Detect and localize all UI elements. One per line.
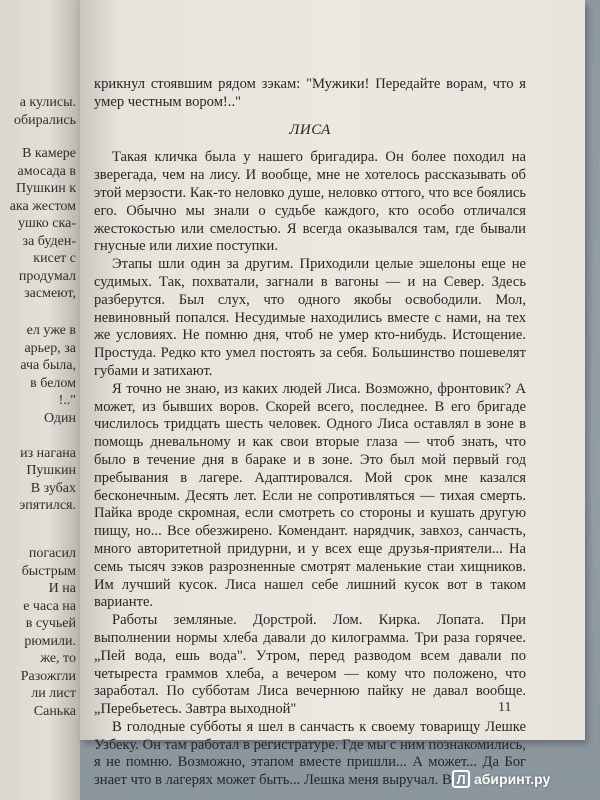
left-page-line: амосада в	[17, 164, 76, 179]
labirint-logo-icon: Л	[452, 770, 470, 788]
opening-line: крикнул стоявшим рядом зэкам: "Мужики! Передайте ворам, что я умер честным вором!.."	[94, 76, 526, 110]
paragraph: Этапы шли один за другим. Приходили целые эшелоны еще не судимых. Так, похватали, загнали в вагоны — и на Север. Здесь разберутся. Был слух, что одного якобы освободили. Мол, невиновный попался. Несудимые находились вместе с нами, на тех же условиях. Не помню дня, чтоб не умер кто-нибудь. Истощение. Простуда. Редко кто умел постоять за себя. Большинство пошевелят губами и затихают.	[94, 256, 526, 379]
left-page-line: И на	[48, 581, 76, 596]
left-page-line: В камере	[22, 146, 76, 161]
left-page-line: В зубах	[30, 481, 76, 496]
left-page-line: в сучьей	[25, 616, 76, 631]
left-page-line: кисет с	[33, 251, 76, 266]
paragraph: Я точно не знаю, из каких людей Лиса. Возможно, фронтовик? А может, из бывших воров. Скорей всего, последнее. В его бригаде числилось тридцать шесть человек. Одного Лиса оставлял в зоне в помощь дневальному и как свои вторые глаза — чтоб знать, что было в течение дня в бараке и в зоне. Это был мой первый год пребывания в лагере. Адаптировался. Мой срок мне казался бесконечным. Десять лет. Если не сопротивляться — тихая смерть. Пайка вроде скромная, если смотреть со стороны и кушать другую пищу, но... Все обезжирено. Комендант. нарядчик, завхоз, санчасть, много авторитетной придурни, и у всех еще друзья-приятели... На семь тысяч зэков разрозненные смотрят маленькие стаи хищников. Им лучший кусок. Лиса нашел себе лишний кусок вот в таком варианте.	[94, 380, 526, 611]
page-text	[94, 76, 526, 790]
left-page-line: засмеют,	[24, 286, 76, 301]
left-page-line: в белом	[30, 376, 76, 391]
left-page-line: а кулисы.	[19, 95, 76, 110]
left-page-line: Один	[43, 411, 76, 426]
left-page-line: ушко ска-	[17, 216, 76, 231]
left-page-line: ача была,	[20, 358, 76, 373]
left-page-line: ли лист	[31, 686, 76, 701]
left-page-line: Разожгли	[20, 669, 76, 684]
watermark	[452, 768, 550, 790]
paragraph: Такая кличка была у нашего бригадира. Он более походил на зверегада, чем на лису. И вообще, мне не хотелось рассказывать об этой мерзости. Как-то неловко душе, неловко оттого, что все боялись его. Обычно мы знали о судьбе каждого, кто особо отличался жестокостью или смелостью. Я всегда оказывался там, где бывали гнусные или лихие поступки.	[94, 149, 526, 255]
left-page-line: же, то	[40, 651, 76, 666]
left-page-line: погасил	[28, 546, 76, 561]
watermark-text: абиринт.ру	[474, 771, 551, 787]
left-page-line: за буден-	[22, 234, 76, 249]
left-page-line: из нагана	[20, 446, 76, 461]
left-page	[0, 0, 80, 800]
left-page-line: быстрым	[21, 564, 76, 579]
chapter-title: ЛИСА	[289, 121, 331, 138]
left-page-line: ел уже в	[26, 323, 76, 338]
page-number: 11	[498, 700, 512, 715]
left-page-line: Пушкин к	[16, 181, 76, 196]
left-page-line: Санька	[33, 704, 76, 719]
left-page-line: эпятился.	[19, 498, 76, 513]
left-page-line: продумал	[18, 269, 76, 284]
paragraph: Работы земляные. Дорстрой. Лом. Кирка. Лопата. При выполнении нормы хлеба давали до килограмма. Три раза горячее. „Пей вода, ешь вода". Утром, перед разводом всем давали по четыреста граммов хлеба, а вечером — кому что положено, что заработал. По субботам Лиса вечернюю пайку не давал вообще. „Перебьетесь. Завтра выходной"	[94, 612, 526, 718]
left-page-line: рюмили.	[24, 634, 76, 649]
left-page-line: Пушкин	[26, 463, 76, 478]
left-page-line: е часа на	[23, 599, 76, 614]
paragraph: В голодные субботы я шел в санчасть к своему товарищу Лешке Узбеку. Он там работал в регистратуре. Где мы с ним познакомились, я не помню. Возможно, этапом вместе пришли... А может... Да Бог знает что в лагерях может быть... Лешка меня выручал. В	[94, 718, 526, 789]
left-page-line: ака жестом	[9, 199, 76, 214]
left-page-line: !.."	[58, 393, 76, 408]
left-page-line: обирались	[13, 113, 76, 128]
left-page-line: арьер, за	[24, 341, 76, 356]
